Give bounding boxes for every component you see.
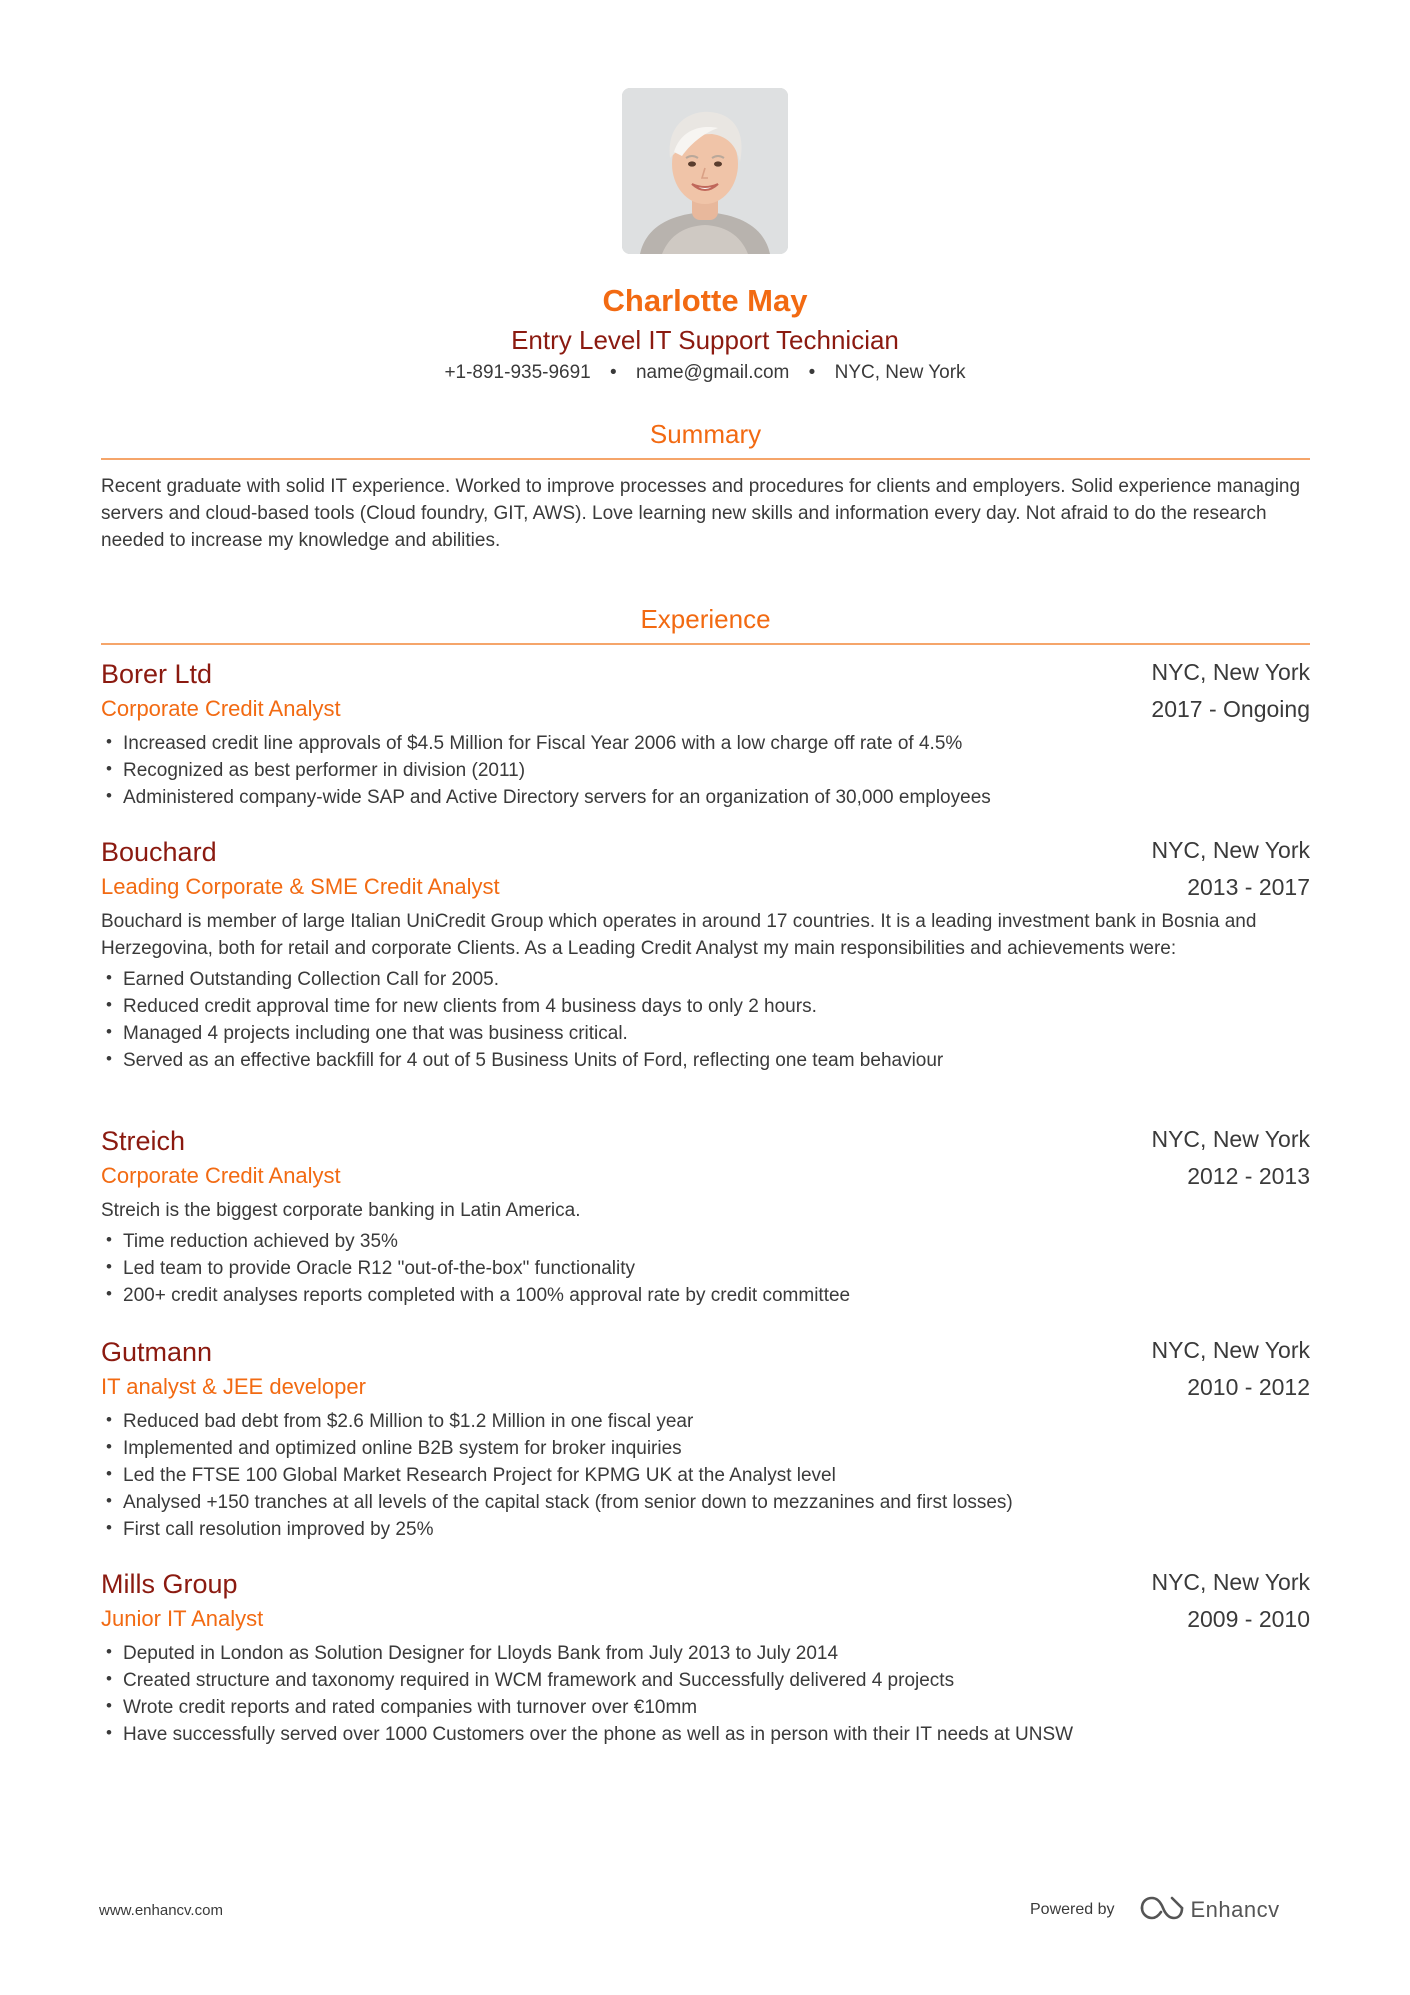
job-entry	[101, 656, 1310, 811]
job-entry	[101, 1123, 1310, 1309]
job-bullets	[101, 1640, 1310, 1748]
job-bullet: • Increased credit line approvals of $4.5 Million for Fiscal Year 2006 with a low charge off rate of 4.5%	[101, 730, 1310, 757]
job-bullet: • 200+ credit analyses reports completed with a 100% approval rate by credit committee	[101, 1282, 1310, 1309]
contact-separator: •	[808, 362, 816, 383]
job-bullet: • Implemented and optimized online B2B system for broker inquiries	[101, 1435, 1310, 1462]
job-company: Gutmann	[101, 1337, 213, 1367]
job-bullet: • Led the FTSE 100 Global Market Research Project for KPMG UK at the Analyst level	[101, 1462, 1310, 1489]
summary-text: Recent graduate with solid IT experience. Worked to improve processes and procedures for clients and employers. Solid experience managing servers and cloud-based tools (Cloud foundry, GIT, AWS). Love learning new skills and information every day. Not afraid to do the research needed to increase my knowledge and abilities.	[101, 476, 1301, 551]
summary-divider	[101, 458, 1310, 460]
footer-website-link[interactable]: www.enhancv.com	[99, 1902, 223, 1919]
job-dates: 2010 - 2012	[1187, 1374, 1310, 1400]
job-dates: 2012 - 2013	[1187, 1163, 1310, 1189]
job-role: Junior IT Analyst	[101, 1606, 264, 1631]
job-bullet: • Analysed +150 tranches at all levels of the capital stack (from senior down to mezzanines and first losses)	[101, 1489, 1310, 1516]
job-location: NYC, New York	[1151, 1569, 1310, 1595]
candidate-name: Charlotte May	[602, 283, 808, 318]
job-bullet: • Created structure and taxonomy required in WCM framework and Successfully delivered 4 projects	[101, 1667, 1310, 1694]
job-bullet: • Wrote credit reports and rated companies with turnover over €10mm	[101, 1694, 1310, 1721]
job-bullet: • Served as an effective backfill for 4 out of 5 Business Units of Ford, reflecting one team behaviour	[101, 1047, 1310, 1074]
job-bullet: • First call resolution improved by 25%	[101, 1516, 1310, 1543]
job-location: NYC, New York	[1151, 659, 1310, 685]
job-bullet: • Led team to provide Oracle R12 "out-of-the-box" functionality	[101, 1255, 1310, 1282]
job-role: Corporate Credit Analyst	[101, 696, 341, 721]
job-entry	[101, 1566, 1310, 1748]
job-bullets	[101, 966, 1310, 1074]
job-dates: 2013 - 2017	[1187, 874, 1310, 900]
job-dates: 2009 - 2010	[1187, 1606, 1310, 1632]
job-company: Bouchard	[101, 837, 217, 867]
job-company: Borer Ltd	[101, 659, 213, 689]
job-company: Streich	[101, 1126, 186, 1156]
job-description: Streich is the biggest corporate banking in Latin America.	[101, 1200, 581, 1221]
job-location: NYC, New York	[1151, 1126, 1310, 1152]
resume-header	[0, 88, 1410, 386]
job-bullets	[101, 1408, 1310, 1543]
job-description: Bouchard is member of large Italian UniCredit Group which operates in around 17 countries. It is a leading investment bank in Bosnia and Herzegovina, both for retail and corporate Clients. As a Leading Credit Analyst my main responsibilities and achievements were:	[101, 911, 1257, 959]
job-bullet: • Recognized as best performer in division (2011)	[101, 757, 1310, 784]
job-company: Mills Group	[101, 1569, 238, 1599]
summary-heading: Summary	[649, 419, 762, 449]
enhancv-logo-icon	[1139, 1895, 1185, 1926]
job-bullets	[101, 730, 1310, 811]
job-entry	[101, 834, 1310, 1074]
job-role: IT analyst & JEE developer	[101, 1374, 366, 1399]
experience-heading: Experience	[640, 604, 771, 634]
job-bullet: • Time reduction achieved by 35%	[101, 1228, 1310, 1255]
job-bullet: • Deputed in London as Solution Designer for Lloyds Bank from July 2013 to July 2014	[101, 1640, 1310, 1667]
job-location: NYC, New York	[1151, 1337, 1310, 1363]
profile-photo-illustration	[622, 88, 788, 254]
job-entry	[101, 1334, 1310, 1543]
job-bullet: • Reduced bad debt from $2.6 Million to $1.2 Million in one fiscal year	[101, 1408, 1310, 1435]
powered-by-label: Powered by	[1030, 1901, 1115, 1918]
enhancv-brand-name: Enhancv	[1190, 1897, 1280, 1922]
contact-location: NYC, New York	[834, 362, 966, 383]
candidate-title: Entry Level IT Support Technician	[511, 325, 899, 355]
job-bullet: • Reduced credit approval time for new clients from 4 business days to only 2 hours.	[101, 993, 1310, 1020]
job-location: NYC, New York	[1151, 837, 1310, 863]
job-bullets	[101, 1228, 1310, 1309]
job-dates: 2017 - Ongoing	[1151, 696, 1310, 722]
job-bullet: • Have successfully served over 1000 Customers over the phone as well as in person with their IT needs at UNSW	[101, 1721, 1310, 1748]
job-bullet: • Managed 4 projects including one that was business critical.	[101, 1020, 1310, 1047]
experience-divider	[101, 643, 1310, 645]
contact-info	[0, 360, 1410, 386]
job-bullet: • Administered company-wide SAP and Active Directory servers for an organization of 30,000 employees	[101, 784, 1310, 811]
contact-phone[interactable]: +1-891-935-9691	[444, 362, 591, 383]
contact-separator: •	[610, 362, 617, 383]
job-role: Corporate Credit Analyst	[101, 1163, 341, 1188]
profile-photo	[622, 88, 788, 254]
job-bullet: • Earned Outstanding Collection Call for 2005.	[101, 966, 1310, 993]
job-role: Leading Corporate & SME Credit Analyst	[101, 874, 500, 899]
footer-branding	[1030, 1893, 1280, 1927]
contact-email[interactable]: name@gmail.com	[635, 362, 790, 383]
